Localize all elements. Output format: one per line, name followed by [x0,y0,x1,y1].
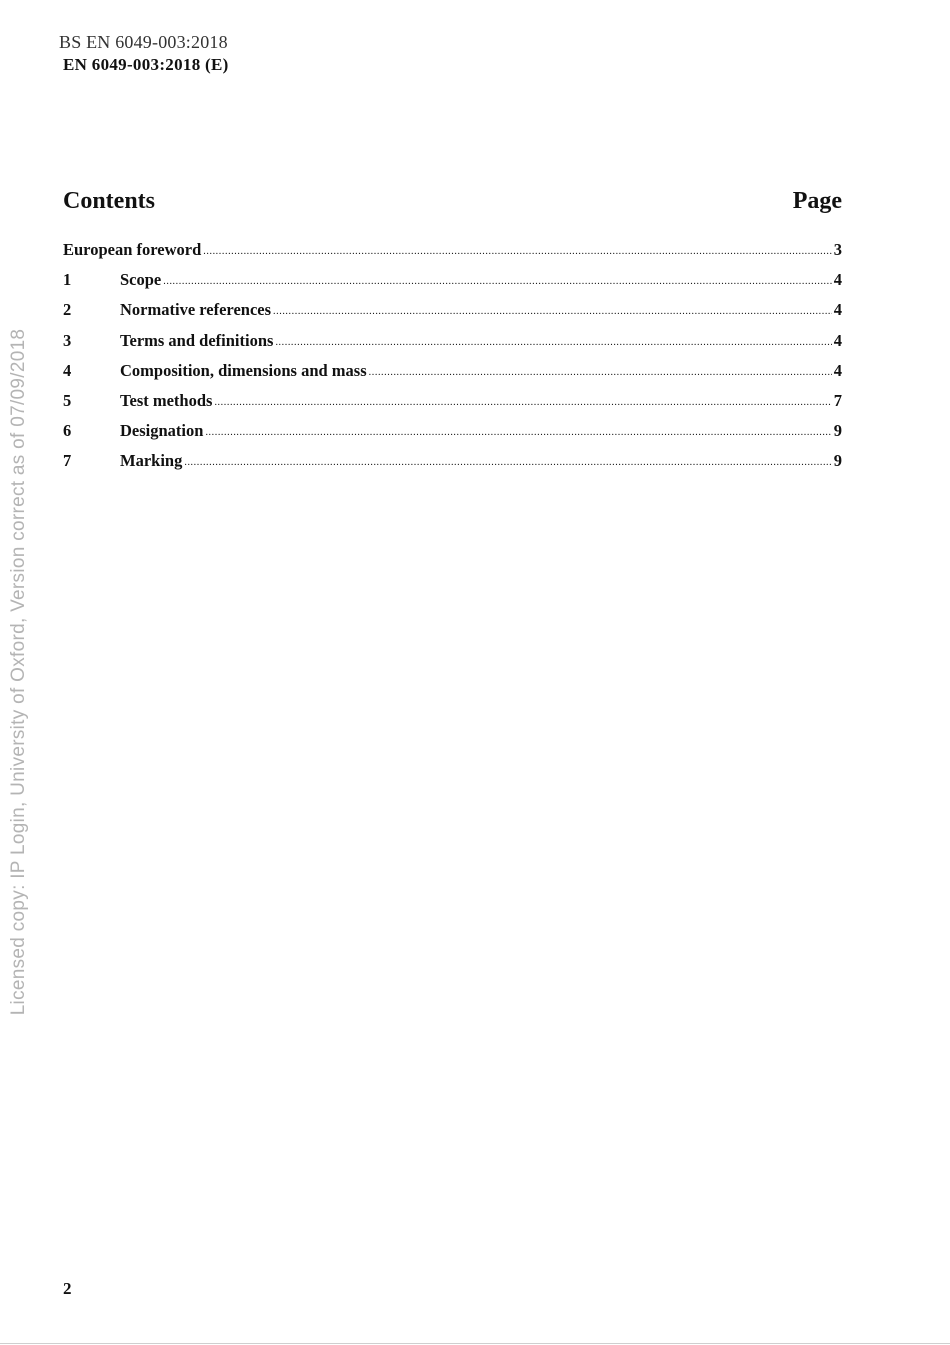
toc-entry-page: 7 [833,390,842,410]
toc-entry-title: Designation [120,421,204,441]
toc-heading [63,188,842,215]
toc-entry-page: 4 [833,300,842,320]
toc-entry-title: Composition, dimensions and mass [120,360,367,380]
page-column-title: Page [792,188,842,214]
toc-entry-title: Normative references [120,300,272,320]
page-number: 2 [63,1279,72,1298]
toc-dot-leader [205,427,831,438]
toc-entry-page: 4 [833,360,842,380]
toc-entry-test-methods[interactable] [63,391,842,421]
toc-entry-page: 4 [833,330,842,350]
toc-dot-leader [273,306,832,317]
toc-entry-page: 4 [833,270,842,290]
toc-entry-title: Marking [120,451,183,471]
toc-entry-title: Scope [120,270,162,290]
toc-entry-page: 9 [833,451,842,471]
toc-dot-leader [184,457,831,468]
toc-dot-leader [163,276,832,287]
toc-entry-marking[interactable] [63,451,842,481]
en-identifier: EN 6049-003:2018 (E) [63,55,229,74]
toc-entry-number: 4 [63,360,72,380]
contents-title: Contents [63,188,156,214]
toc-entry-european-foreword[interactable] [63,240,842,270]
toc-entry-normative-references[interactable] [63,300,842,330]
toc-entry-number: 1 [63,270,72,290]
table-of-contents [63,240,842,482]
toc-entry-page: 9 [833,421,842,441]
toc-entry-title: Test methods [120,390,213,410]
toc-dot-leader [369,367,832,378]
toc-entry-number: 5 [63,390,72,410]
toc-dot-leader [214,397,831,408]
toc-entry-terms-and-definitions[interactable] [63,331,842,361]
toc-entry-number: 3 [63,330,72,350]
toc-entry-scope[interactable] [63,270,842,300]
toc-entry-number: 2 [63,300,72,320]
toc-entry-title: Terms and definitions [120,330,274,350]
toc-entry-title: European foreword [63,240,202,259]
page-bottom-divider [0,1343,950,1344]
toc-dot-leader [275,337,831,348]
toc-entry-designation[interactable] [63,421,842,451]
toc-entry-number: 7 [63,451,72,471]
toc-entry-composition-dimensions-mass[interactable] [63,361,842,391]
toc-entry-page: 3 [833,240,842,259]
standard-identifier: BS EN 6049-003:2018 [59,32,228,52]
toc-entry-number: 6 [63,421,72,441]
license-watermark: Licensed copy: IP Login, University of Oxford, Version correct as of 07/09/2018 [8,328,29,1016]
toc-dot-leader [203,246,831,257]
